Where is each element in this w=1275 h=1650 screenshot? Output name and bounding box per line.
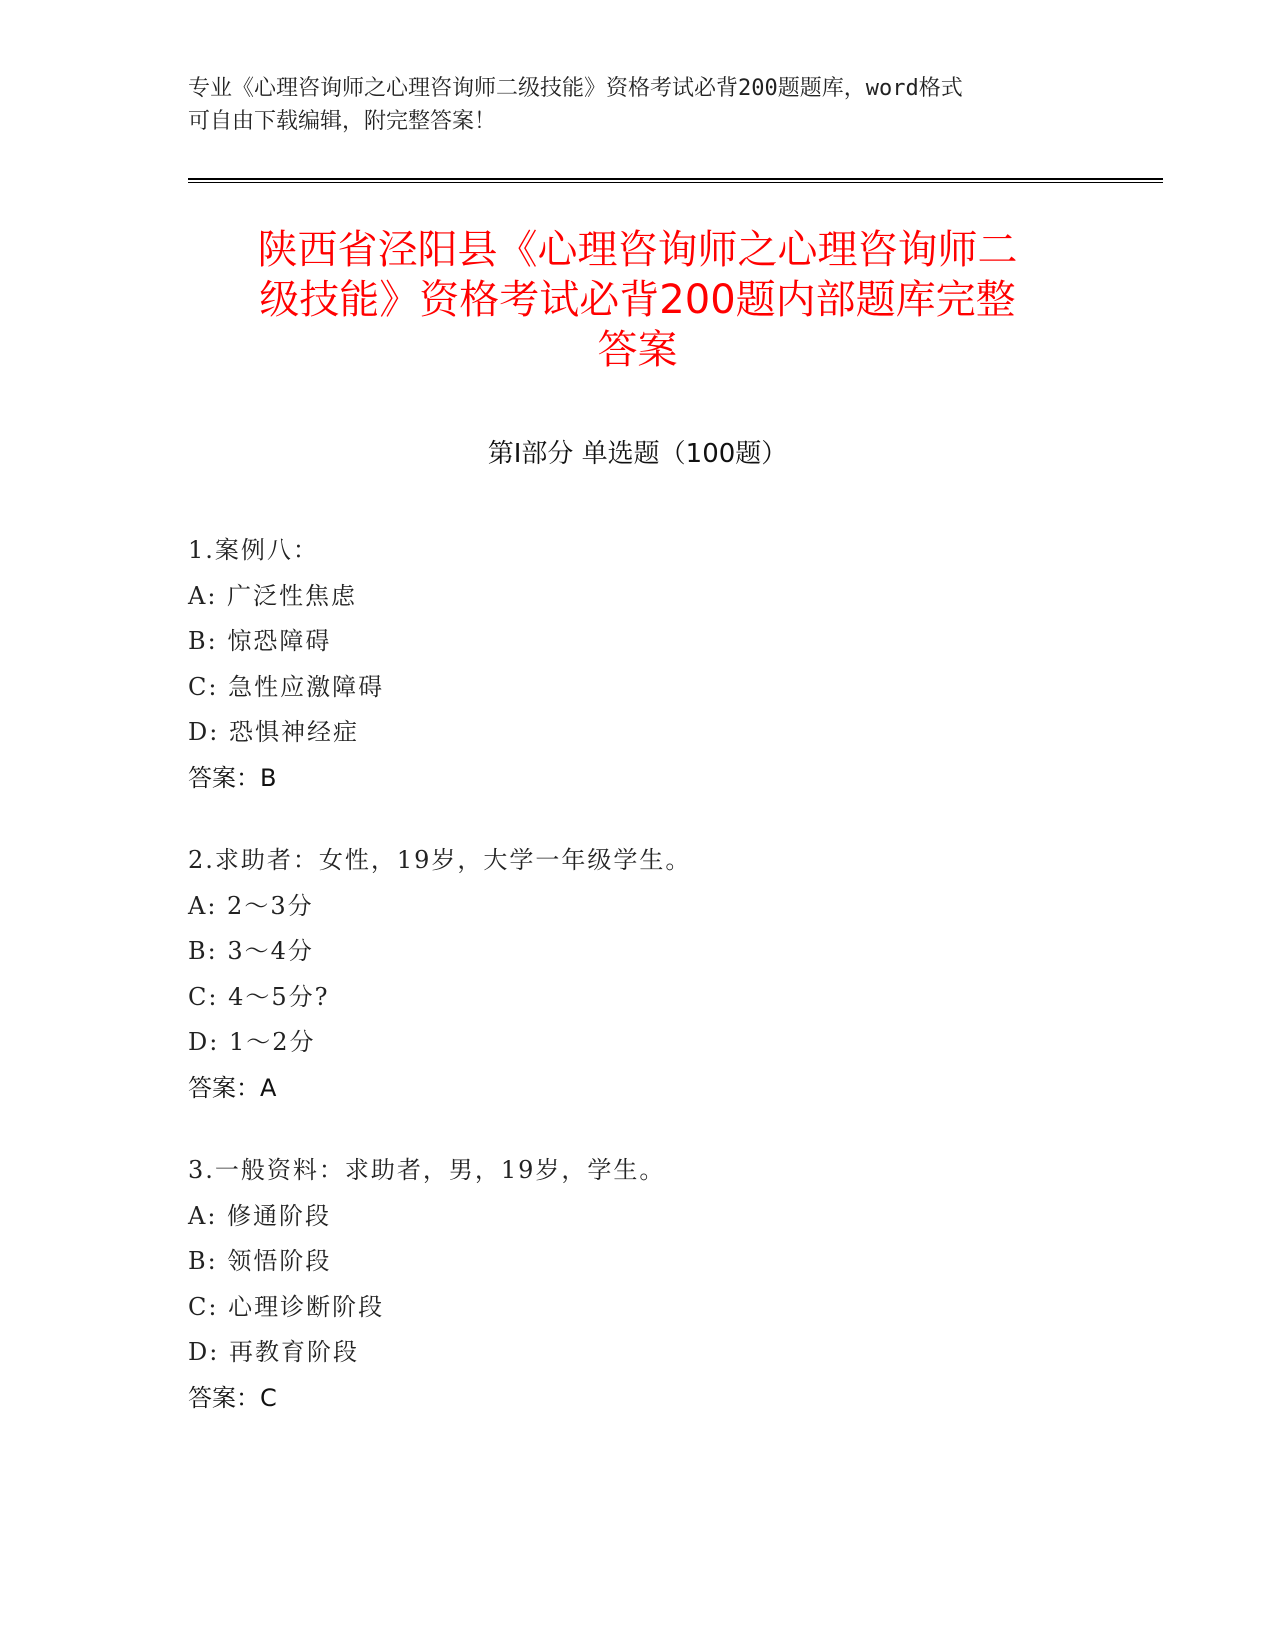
option-b: B: 领悟阶段: [188, 1247, 332, 1275]
question-item: [188, 1148, 1088, 1421]
question-stem: 1.案例八：: [188, 536, 319, 564]
document-title-line-1: 陕西省泾阳县《心理咨询师之心理咨询师二: [257, 227, 1018, 273]
section-heading: 第Ⅰ部分 单选题（100题）: [487, 439, 788, 469]
question-stem: 3.一般资料：求助者，男，19岁，学生。: [188, 1156, 666, 1184]
answer-key: 答案：C: [188, 1383, 277, 1412]
header-note-line-2: 可自由下载编辑，附完整答案！: [188, 109, 497, 134]
option-c: C: 急性应激障碍: [188, 672, 385, 701]
document-title: [190, 225, 1085, 375]
question-list: [188, 528, 1088, 1458]
header-divider: [188, 178, 1163, 183]
question-stem: 2.求助者：女性，19岁，大学一年级学生。: [188, 846, 692, 874]
option-a: A: 修通阶段: [188, 1201, 332, 1230]
option-d: D: 再教育阶段: [188, 1338, 359, 1366]
question-item: [188, 528, 1088, 801]
option-d: D: 1～2分: [188, 1028, 316, 1056]
document-title-line-2: 级技能》资格考试必背200题内部题库完整: [259, 277, 1016, 323]
option-b: B: 3～4分: [188, 937, 314, 965]
question-item: [188, 838, 1088, 1111]
answer-key: 答案：B: [188, 763, 277, 792]
document-title-line-3: 答案: [597, 327, 678, 373]
option-d: D: 恐惧神经症: [188, 718, 359, 746]
option-a: A: 2～3分: [188, 891, 314, 920]
option-c: C: 心理诊断阶段: [188, 1292, 385, 1321]
option-a: A: 广泛性焦虑: [188, 581, 358, 610]
answer-key: 答案：A: [188, 1073, 277, 1102]
header-note-line-1: 专业《心理咨询师之心理咨询师二级技能》资格考试必背200题题库，word格式: [188, 76, 963, 101]
header-note: [188, 72, 1068, 138]
option-c: C: 4～5分?: [188, 982, 330, 1011]
option-b: B: 惊恐障碍: [188, 627, 332, 655]
